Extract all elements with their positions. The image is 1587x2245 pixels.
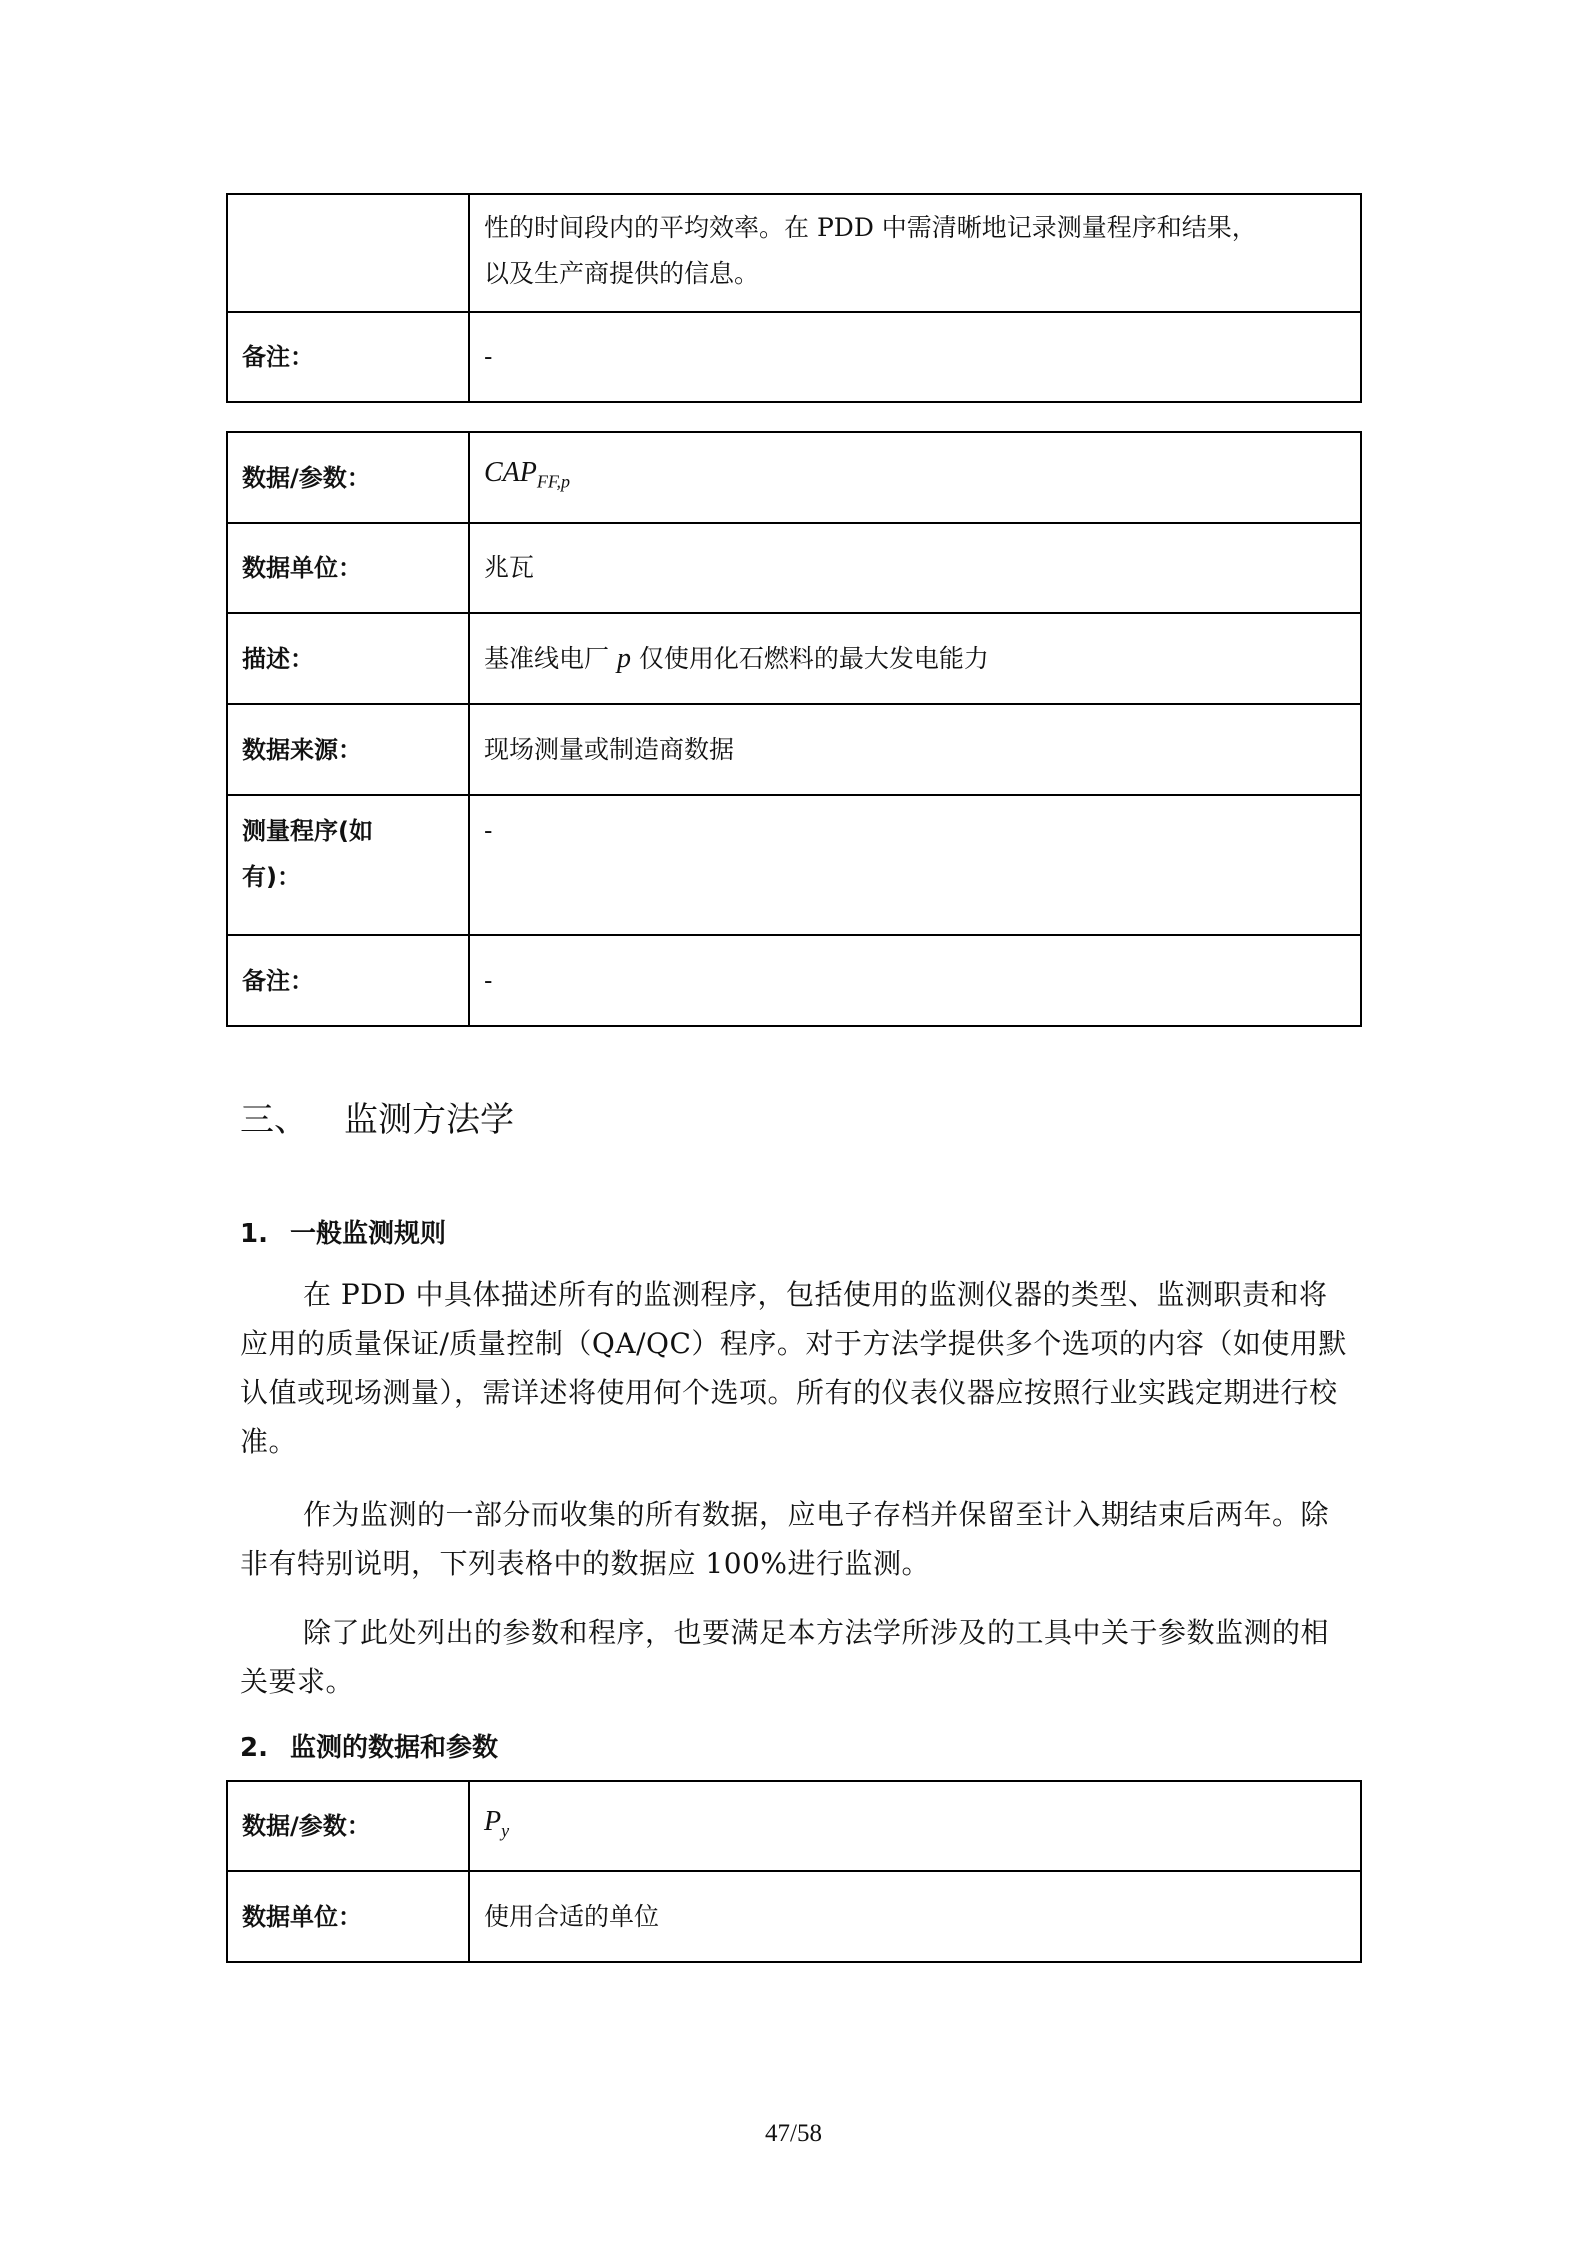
symbol-base: P	[484, 1805, 502, 1837]
subsection-title: 监测的数据和参数	[289, 1733, 498, 1763]
remarks-label: 备注：	[227, 935, 469, 1026]
parameter-label: 数据/参数：	[227, 432, 469, 523]
source-value: 现场测量或制造商数据	[469, 704, 1361, 795]
table-row	[227, 613, 1361, 704]
unit-label: 数据单位：	[227, 1871, 469, 1962]
parameter-value	[469, 432, 1361, 523]
remarks-value: -	[469, 312, 1361, 402]
row-value	[469, 194, 1361, 312]
symbol-subscript: y	[501, 1820, 510, 1841]
table-row	[227, 704, 1361, 795]
subsection-heading	[240, 1727, 498, 1764]
description-label: 描述：	[227, 613, 469, 704]
procedure-value: -	[469, 795, 1361, 935]
symbol-subscript: FF,p	[536, 471, 571, 492]
remarks-value: -	[469, 935, 1361, 1026]
value-line: 以及生产商提供的信息。	[484, 259, 760, 288]
unit-value: 使用合适的单位	[469, 1871, 1361, 1962]
table-row	[227, 523, 1361, 613]
description-variable: p	[616, 642, 631, 674]
row-label	[227, 194, 469, 312]
description-prefix: 基准线电厂	[484, 643, 617, 673]
procedure-label	[227, 795, 469, 935]
table-row	[227, 935, 1361, 1026]
unit-value: 兆瓦	[469, 523, 1361, 613]
paragraph: 在 PDD 中具体描述所有的监测程序，包括使用的监测仪器的类型、监测职责和将应用的质量保证/质量控制（QA/QC）程序。对于方法学提供多个选项的内容（如使用默认值或现场测量），需详述将使用何个选项。所有的仪表仪器应按照行业实践定期进行校准。	[240, 1278, 1347, 1458]
cap-parameter-table	[226, 431, 1362, 1027]
paragraph: 除了此处列出的参数和程序，也要满足本方法学所涉及的工具中关于参数监测的相关要求。	[240, 1616, 1330, 1698]
procedure-label-line: 测量程序(如	[242, 817, 373, 845]
value-line: 性的时间段内的平均效率。在 PDD 中需清晰地记录测量程序和结果，	[484, 213, 1257, 242]
table-row	[227, 432, 1361, 523]
parameter-symbol	[484, 1805, 510, 1841]
remarks-label: 备注：	[227, 312, 469, 402]
parameter-label: 数据/参数：	[227, 1781, 469, 1871]
py-parameter-table	[226, 1780, 1362, 1963]
subsection-number: 1.	[240, 1219, 268, 1249]
section-title: 监测方法学	[344, 1100, 514, 1140]
table-row	[227, 312, 1361, 402]
paragraph: 作为监测的一部分而收集的所有数据，应电子存档并保留至计入期结束后两年。除非有特别说明，下列表格中的数据应 100%进行监测。	[240, 1498, 1330, 1580]
section-heading	[240, 1092, 514, 1141]
subsection-heading	[240, 1213, 446, 1250]
description-value	[469, 613, 1361, 704]
procedure-label-line: 有)：	[242, 863, 301, 891]
description-suffix: 仅使用化石燃料的最大发电能力	[630, 643, 989, 673]
section-number: 三、	[240, 1100, 308, 1140]
unit-label: 数据单位：	[227, 523, 469, 613]
table-row	[227, 1871, 1361, 1962]
table-row	[227, 795, 1361, 935]
page-number: 47/58	[765, 2120, 822, 2147]
source-label: 数据来源：	[227, 704, 469, 795]
parameter-value	[469, 1781, 1361, 1871]
continued-parameter-table	[226, 193, 1362, 403]
table-row	[227, 1781, 1361, 1871]
parameter-symbol	[484, 457, 571, 492]
symbol-base: CAP	[484, 457, 537, 489]
subsection-title: 一般监测规则	[289, 1219, 446, 1249]
table-row	[227, 194, 1361, 312]
subsection-number: 2.	[240, 1733, 268, 1763]
